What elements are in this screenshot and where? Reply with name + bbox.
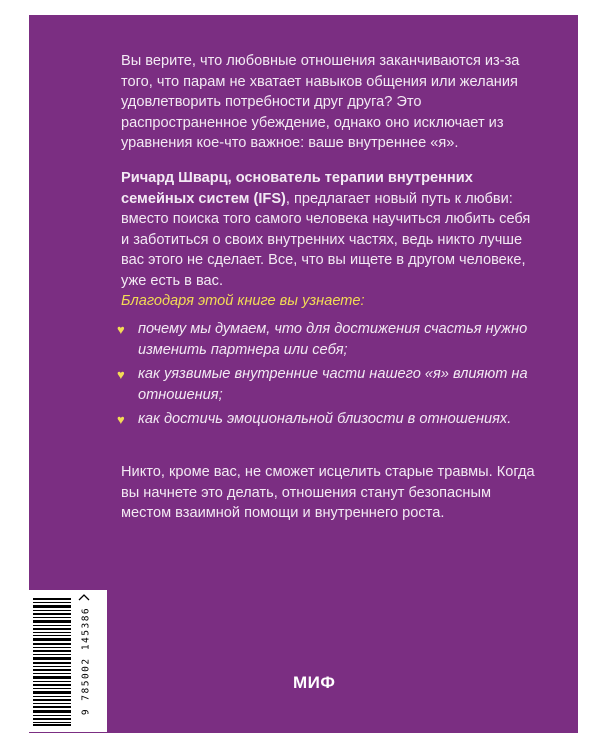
barcode-digits: 9 785002 145386 — [80, 606, 92, 716]
heart-icon: ♥ — [117, 322, 125, 337]
barcode — [29, 590, 107, 732]
book-back-cover — [29, 15, 578, 733]
publisher-logo: МИФ — [293, 673, 336, 692]
author-paragraph — [121, 168, 541, 291]
benefit-text: как уязвимые внутренние части нашего «я» влияют на отношения; — [138, 366, 528, 403]
benefits-list — [117, 319, 537, 434]
closing-paragraph: Никто, кроме вас, не сможет исцелить старые травмы. Когда вы начнете это делать, отношения станут безопасным местом взаимной помощи и внутреннего роста. — [121, 464, 535, 521]
benefit-item — [117, 319, 537, 360]
heart-icon: ♥ — [117, 367, 125, 382]
barcode-bars — [29, 590, 107, 732]
author-highlight: Ричард Шварц, основатель терапии внутренних семейных систем (IFS) — [121, 170, 473, 207]
heart-icon: ♥ — [117, 412, 125, 427]
benefit-item — [117, 364, 537, 405]
author-paragraph-rest: , предлагает новый путь к любви: вместо поиска того самого человека научиться любить себя и заботиться о своих внутренних частях, ведь никто лучше вас этого не сделает. Все, что вы ищете в другом человеке, уже есть в вас. — [121, 190, 531, 289]
benefit-text: как достичь эмоциональной близости в отношениях. — [138, 411, 512, 427]
benefit-item — [117, 409, 537, 430]
benefits-heading: Благодаря этой книге вы узнаете: — [121, 293, 365, 309]
benefit-text: почему мы думаем, что для достижения счастья нужно изменить партнера или себя; — [138, 321, 528, 358]
intro-paragraph: Вы верите, что любовные отношения заканчиваются из-за того, что парам не хватает навыков общения или желания удовлетворить потребности друг друга? Это распространенное убеждение, однако оно исключает из уравнения кое-что важное: ваше внутреннее «я». — [121, 53, 520, 151]
